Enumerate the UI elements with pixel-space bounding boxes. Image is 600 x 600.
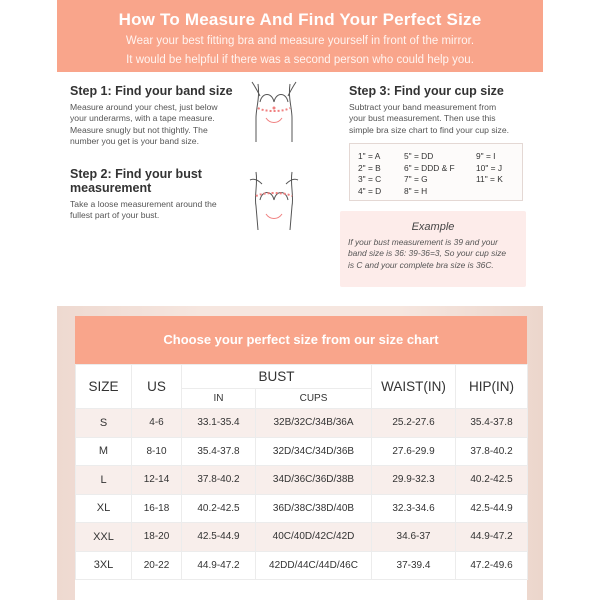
step2-line: Take a loose measurement around the xyxy=(70,199,217,209)
cell-hip: 44.9-47.2 xyxy=(456,523,528,552)
page-title: How To Measure And Find Your Perfect Size xyxy=(118,10,482,29)
step3-title: Step 3: Find your cup size xyxy=(349,84,504,98)
step1-line: number you get is your band size. xyxy=(70,135,199,146)
header-size: SIZE xyxy=(76,365,132,409)
header-us: US xyxy=(132,365,182,409)
step2-line: fullest part of your bust. xyxy=(70,210,160,221)
cell-waist: 34.6-37 xyxy=(372,523,456,552)
cell-size: S xyxy=(76,409,132,438)
header-bust-cups: CUPS xyxy=(256,389,372,409)
cup-chart-entry: 8" = H xyxy=(404,185,428,196)
cell-us: 12-14 xyxy=(132,466,182,495)
cell-us: 4-6 xyxy=(132,409,182,438)
example-title: Example xyxy=(411,221,455,233)
header-waist: WAIST(IN) xyxy=(372,365,456,409)
banner-line-2: It would be helpful if there was a second person who could help you. xyxy=(126,54,474,66)
banner-line-1: Wear your best fitting bra and measure yourself in front of the mirror. xyxy=(125,35,475,47)
cell-us: 20-22 xyxy=(132,551,182,580)
cell-size: L xyxy=(76,466,132,495)
header-bust-in: IN xyxy=(182,389,256,409)
table-row xyxy=(76,494,528,523)
cup-chart-entry: 4" = D xyxy=(358,185,382,196)
cell-waist: 37-39.4 xyxy=(372,551,456,580)
table-row xyxy=(76,409,528,438)
cell-waist: 32.3-34.6 xyxy=(372,494,456,523)
cup-chart-entry: 6" = DDD & F xyxy=(404,162,455,173)
bust-measure-illustration-icon xyxy=(244,166,304,232)
step3-text xyxy=(349,102,539,136)
cup-chart-entry: 9" = I xyxy=(476,151,496,161)
step2-title-line: measurement xyxy=(70,181,152,195)
cell-size: 3XL xyxy=(76,551,132,580)
cell-us: 18-20 xyxy=(132,523,182,552)
cell-size: M xyxy=(76,437,132,466)
cell-bust-in: 33.1-35.4 xyxy=(182,409,256,438)
cell-cups: 36D/38C/38D/40B xyxy=(256,494,372,523)
cell-hip: 47.2-49.6 xyxy=(456,551,528,580)
table-row xyxy=(76,551,528,580)
example-line: If your bust measurement is 39 and your xyxy=(348,237,498,247)
cell-size: XL xyxy=(76,494,132,523)
step3-line: your bust measurement. Then use this xyxy=(349,113,496,124)
step3-line: Subtract your band measurement from xyxy=(349,102,497,112)
step2-title-line: Step 2: Find your bust xyxy=(70,167,202,181)
header-banner xyxy=(57,0,543,72)
cell-waist: 27.6-29.9 xyxy=(372,437,456,466)
size-chart-table xyxy=(75,364,528,580)
step1-line: Measure around your chest, just below xyxy=(70,102,218,112)
cell-bust-in: 37.8-40.2 xyxy=(182,466,256,495)
cell-cups: 32B/32C/34B/36A xyxy=(256,409,372,438)
example-line: is C and your complete bra size is 36C. xyxy=(348,259,494,270)
cup-chart-entry: 11" = K xyxy=(476,174,503,184)
cell-hip: 37.8-40.2 xyxy=(456,437,528,466)
example-box xyxy=(340,211,526,287)
cell-hip: 35.4-37.8 xyxy=(456,409,528,438)
cell-us: 16-18 xyxy=(132,494,182,523)
cup-chart-entry: 10" = J xyxy=(476,162,503,173)
cup-chart-entry: 1" = A xyxy=(358,151,381,161)
cell-hip: 40.2-42.5 xyxy=(456,466,528,495)
cup-chart-entry: 3" = C xyxy=(358,174,382,184)
cell-bust-in: 44.9-47.2 xyxy=(182,551,256,580)
cell-cups: 42DD/44C/44D/46C xyxy=(256,551,372,580)
step3-line: simple bra size chart to find your cup size. xyxy=(349,124,510,135)
cell-bust-in: 40.2-42.5 xyxy=(182,494,256,523)
table-row xyxy=(76,523,528,552)
cup-chart-entry: 7" = G xyxy=(404,174,428,184)
cell-cups: 40C/40D/42C/42D xyxy=(256,523,372,552)
table-row xyxy=(76,466,528,495)
cup-chart-entry: 2" = B xyxy=(358,162,381,173)
cell-us: 8-10 xyxy=(132,437,182,466)
example-text xyxy=(340,233,526,271)
step2-text xyxy=(70,199,240,222)
header-bust: BUST xyxy=(182,365,372,389)
cell-bust-in: 35.4-37.8 xyxy=(182,437,256,466)
cell-cups: 34D/36C/36D/38B xyxy=(256,466,372,495)
step2-title xyxy=(70,167,202,195)
step1-line: your underarms, with a tape measure. xyxy=(70,113,215,124)
cup-chart-column-1 xyxy=(358,151,381,197)
cup-chart-entry: 5" = DD xyxy=(404,151,434,161)
table-row xyxy=(76,437,528,466)
cup-chart-column-3 xyxy=(476,151,503,186)
step1-title: Step 1: Find your band size xyxy=(70,84,233,98)
cell-hip: 42.5-44.9 xyxy=(456,494,528,523)
cell-bust-in: 42.5-44.9 xyxy=(182,523,256,552)
cell-waist: 25.2-27.6 xyxy=(372,409,456,438)
band-measure-illustration-icon xyxy=(244,78,304,144)
example-line: band size is 36: 39-36=3, So your cup size xyxy=(348,248,507,259)
cup-chart-column-2 xyxy=(404,151,455,197)
size-chart-title: Choose your perfect size from our size chart xyxy=(75,316,527,364)
cup-size-chart xyxy=(349,143,523,201)
cell-size: XXL xyxy=(76,523,132,552)
header-hip: HIP(IN) xyxy=(456,365,528,409)
step1-line: Measure snugly but not thightly. The xyxy=(70,124,208,135)
cell-cups: 32D/34C/34D/36B xyxy=(256,437,372,466)
cell-waist: 29.9-32.3 xyxy=(372,466,456,495)
step1-text xyxy=(70,102,240,147)
